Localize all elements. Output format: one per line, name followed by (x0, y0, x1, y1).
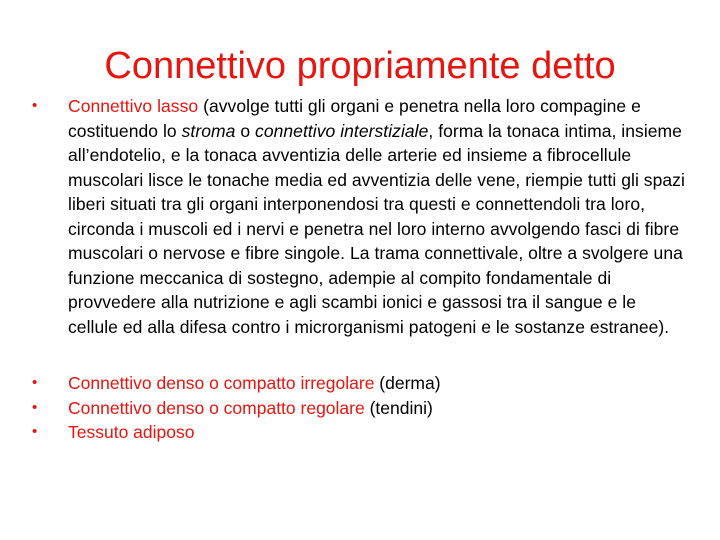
bullet-dot-icon: • (32, 398, 38, 416)
bullet-item-connettivo-lasso (30, 94, 690, 339)
bullet-text: (tendini) (364, 397, 433, 418)
bullet-item-denso-irregolare (30, 371, 690, 396)
bullet-dot-icon: • (32, 423, 38, 440)
bullet-italic-term: connettivo interstiziale (255, 120, 429, 141)
bullet-item-denso-regolare (30, 396, 690, 421)
bullet-term: Connettivo denso o compatto regolare (68, 397, 365, 418)
bullet-text: , forma la tonaca intima, insieme all’endotelio, e la tonaca avventizia delle arterie ed insieme a fibrocellule muscolari lisce le tonache media ed avventizia delle vene, riempie tutti gli spazi liberi situati tra gli organi interponendosi tra questi e connettendoli tra loro, circonda i muscoli ed i nervi e penetra nel loro interno avvolgendo fasci di fibre muscolari o nervose e fibre singole. La trama connettivale, oltre a svolgere una funzione meccanica di sostegno, adempie al compito fondamentale di provvedere alla nutrizione e agli scambi ionici e gassosi tra il sangue e le cellule ed alla difesa contro i microrganismi patogeni e le sostanze estranee). (68, 120, 685, 337)
bullet-term: Tessuto adiposo (68, 422, 195, 442)
bullet-dot-icon: • (32, 374, 38, 391)
bullet-term: Connettivo lasso (68, 96, 199, 116)
bullet-dot-icon: • (32, 97, 38, 114)
spacer (30, 339, 690, 371)
bullet-italic-term: stroma (181, 120, 236, 141)
bullet-list (30, 94, 690, 445)
bullet-text: (derma) (374, 373, 441, 393)
bullet-item-tessuto-adiposo (30, 420, 690, 445)
bullet-text: (avvolge tutti gli organi e penetra nella loro compagine e costituendo lo (68, 96, 641, 141)
slide-title: Connettivo propriamente detto (104, 45, 616, 87)
bullet-term: Connettivo denso o compatto irregolare (68, 373, 375, 393)
bullet-text: o (235, 120, 256, 141)
